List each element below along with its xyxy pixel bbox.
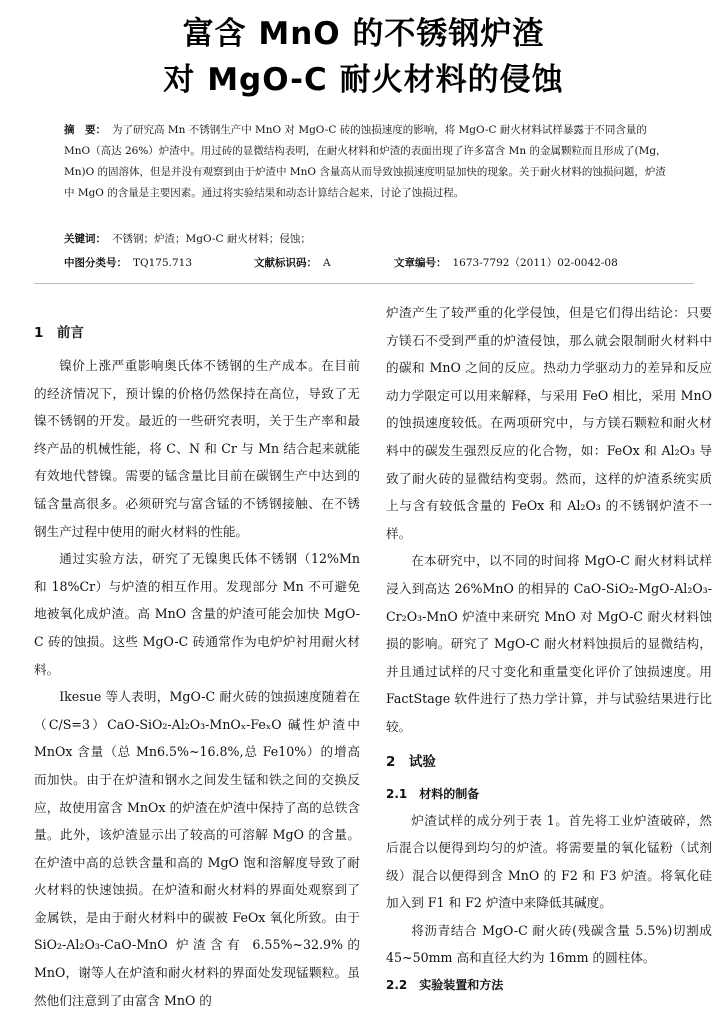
left-column	[34, 322, 360, 1014]
clc-label: 中图分类号：	[64, 257, 127, 269]
intro-paragraph-3: Ikesue 等人表明，MgO-C 耐火砖的蚀损速度随着在（C/S=3）CaO-SiO₂-Al₂O₃-MnOₓ-FeₓO 碱性炉渣中 MnOx 含量（总 Mn6.5%~16.8%,总 Fe10%）的增高而加快。由于在炉渣和钢水之间发生锰和铁之间的交换反应，故使用富含 MnOx 的炉渣在炉渣中保持了高的总铁含量。此外，该炉渣显示出了较高的可溶解 MgO 的含量。在炉渣中高的总铁含量和高的 MgO 饱和溶解度导致了耐火材料的快速蚀损。在炉渣和耐火材料的界面处观察到了金属铁，是由于耐火材料中的碳被 FeOx 氧化所致。由于 SiO₂-Al₂O₃-CaO-MnO 炉渣含有 6.55%~32.9%的 MnO，谢等人在炉渣和耐火材料的界面处发现锰颗粒。虽然他们注意到了由富含 MnO 的	[34, 689, 360, 1008]
intro-paragraph-1: 镍价上涨严重影响奥氏体不锈钢的生产成本。在目前的经济情况下，预计镍的价格仍然保持在高位，导致了无镍不锈钢的开发。最近的一些研究表明，关于生产率和最终产品的机械性能，将 C、N 和 Cr 与 Mn 结合起来就能有效地代替镍。需要的锰含量比目前在碳钢生产中达到的锰含量高很多。必须研究与富含锰的不锈钢接触、在不锈钢生产过程中使用的耐火材料的性能。	[34, 358, 360, 539]
subsection-2-1-heading: 2.1 材料的制备	[386, 786, 480, 801]
paper-title-line2: 对 MgO-C 耐火材料的侵蚀	[163, 62, 564, 98]
keywords-text: 不锈钢；炉渣；MgO-C 耐火材料；侵蚀；	[112, 233, 311, 245]
header-divider	[34, 283, 694, 284]
materials-paragraph-1: 炉渣试样的成分列于表 1。首先将工业炉渣破碎，然后混合以便得到均匀的炉渣。将需要量的氧化锰粉（试剂级）混合以便得到含 MnO 的 F2 和 F3 炉渣。将氧化硅加入到 F1 和 F2 炉渣中来降低其碱度。	[386, 812, 712, 911]
intro-paragraph-continued: 炉渣产生了较严重的化学侵蚀，但是它们得出结论：只要方镁石不受到严重的炉渣侵蚀，那么就会限制耐火材料中的碳和 MnO 之间的反应。热动力学驱动力的差异和反应动力学限定可以用来解释，与采用 FeO 相比，采用 MnO 的蚀损速度较低。在两项研究中，与方镁石颗粒和耐火材料中的碳发生强烈反应的化合物，如：FeOx 和 Al₂O₃ 导致了耐火砖的显微结构变弱。然而，这样的炉渣系统实质上与含有较低含量的 FeOx 和 Al₂O₃ 的不锈钢炉渣不一样。	[386, 305, 712, 541]
abstract-label: 摘 要：	[64, 124, 106, 136]
subsection-2-2-heading: 2.2 实验装置和方法	[386, 978, 504, 993]
keywords	[64, 229, 674, 250]
abstract-text: 为了研究高 Mn 不锈钢生产中 MnO 对 MgO-C 砖的蚀损速度的影响，将 MgO-C 耐火材料试样暴露于不同含量的 MnO（高达 26%）炉渣中。用过砖的显微结构表明，在耐火材料和炉渣的表面出现了许多富含 Mn 的金属颗粒而且形成了(Mg，Mn)O 的固溶体，但是并没有观察到由于炉渣中 MnO 含量高从而导致蚀损速度明显加快的现象。关于耐火材料的蚀损问题，炉渣中 MgO 的含量是主要因素。通过将实验结果和动态计算结合起来，讨论了蚀损过程。	[64, 124, 667, 199]
article-label: 文章编号：	[394, 257, 447, 269]
section2-heading: 2 试验	[386, 753, 436, 770]
right-column	[386, 299, 712, 998]
materials-paragraph-2: 将沥青结合 MgO-C 耐火砖(残碳含量 5.5%)切割成 45~50mm 高和直径大约为 16mm 的圆柱体。	[386, 922, 712, 966]
section1-heading: 1 前言	[34, 325, 84, 341]
paper-title-line1: 富含 MnO 的不锈钢炉渣	[182, 16, 545, 52]
doc-value: A	[323, 257, 331, 269]
intro-paragraph-4: 在本研究中，以不同的时间将 MgO-C 耐火材料试样浸入到高达 26%MnO 的相异的 CaO-SiO₂-MgO-Al₂O₃-Cr₂O₃-MnO 炉渣中来研究 MnO 对 MgO-C 耐火材料蚀损的影响。研究了 MgO-C 耐火材料蚀损后的显微结构，并且通过试样的尺寸变化和重量变化评价了蚀损速度。用 FactStage 软件进行了热力学计算，并与试验结果进行比较。	[386, 553, 712, 734]
clc-value: TQ175.713	[133, 257, 193, 269]
clc-number	[64, 254, 192, 272]
keywords-label: 关键词：	[64, 233, 106, 245]
article-value: 1673-7792（2011）02-0042-08	[452, 257, 618, 269]
doc-label: 文献标识码：	[254, 257, 317, 269]
article-number	[394, 254, 618, 272]
abstract	[64, 120, 674, 204]
intro-paragraph-2: 通过实验方法，研究了无镍奥氏体不锈钢（12%Mn 和 18%Cr）与炉渣的相互作用。发现部分 Mn 不可避免地被氧化成炉渣。高 MnO 含量的炉渣可能会加快 MgO-C 砖的蚀损。这些 MgO-C 砖通常作为电炉炉衬用耐火材料。	[34, 551, 360, 677]
document-code	[254, 254, 331, 272]
